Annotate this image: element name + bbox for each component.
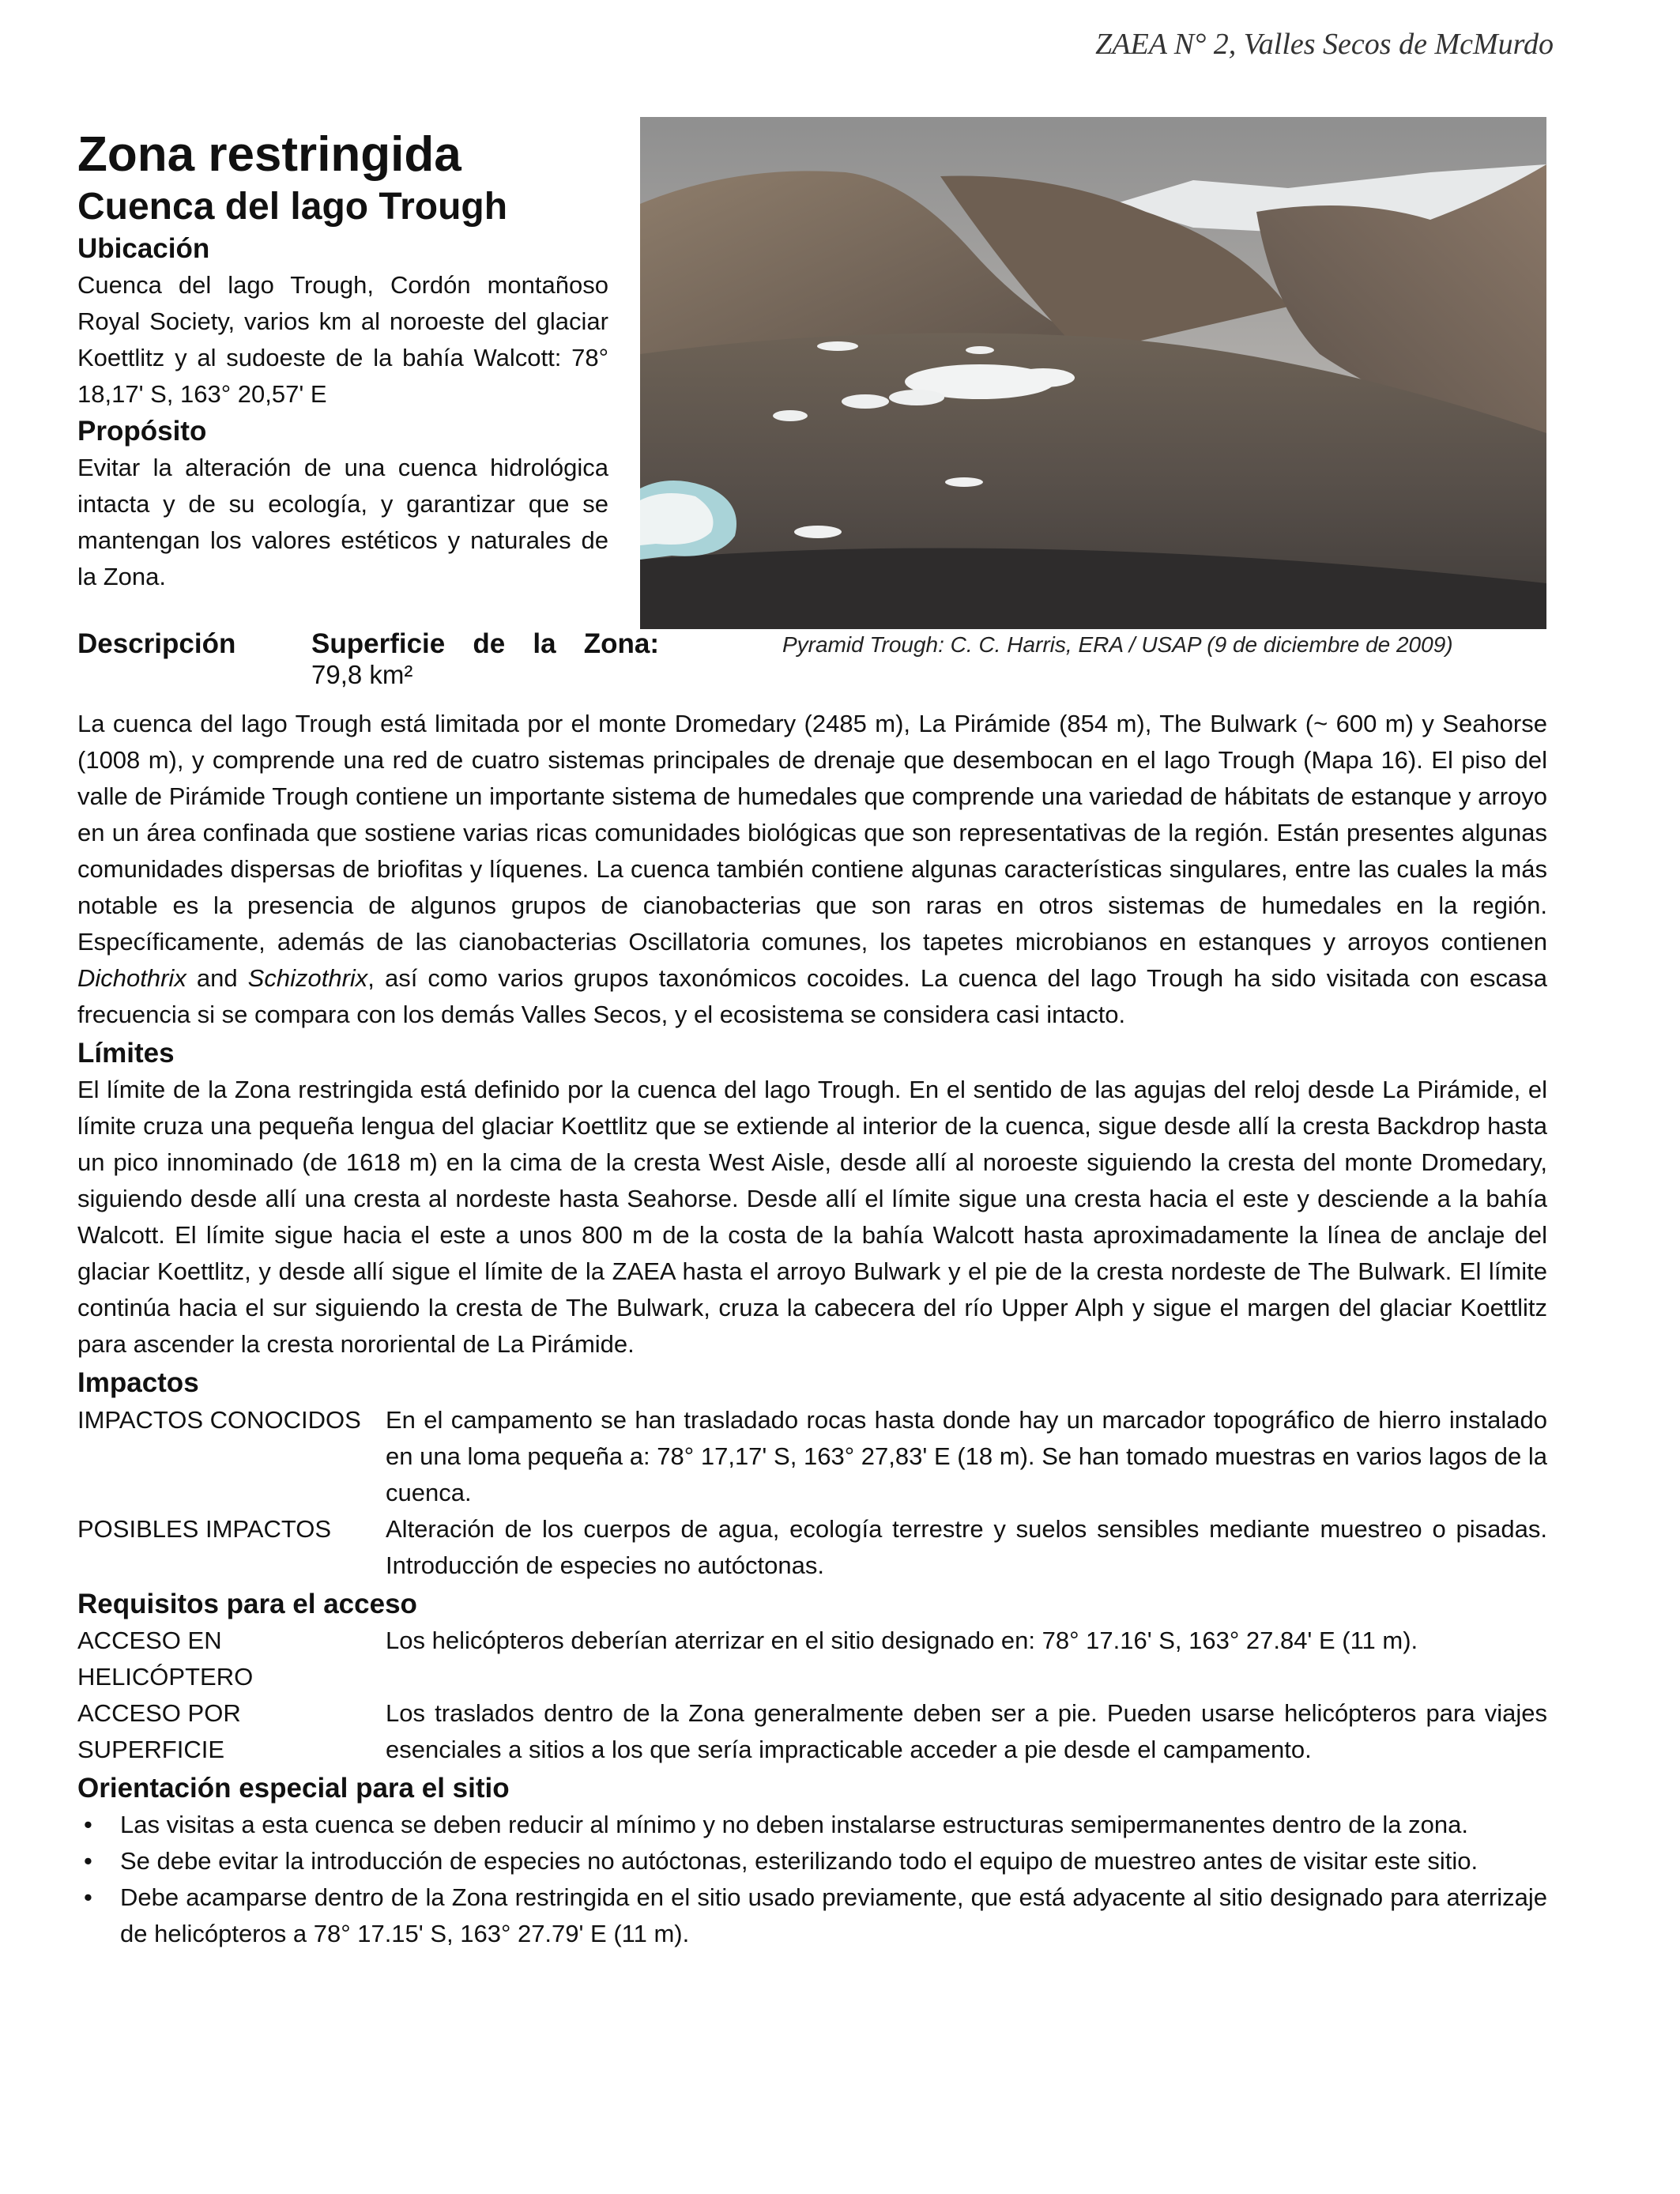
main-body xyxy=(77,706,1547,1952)
impact-term: IMPACTOS CONOCIDOS xyxy=(77,1405,361,1434)
description-text xyxy=(77,706,1547,1033)
taxon-name: Schizothrix xyxy=(247,964,368,992)
guidance-list xyxy=(77,1807,1547,1952)
purpose-heading: Propósito xyxy=(77,416,207,447)
guidance-item xyxy=(77,1807,1547,1843)
access-desc: Los helicópteros deberían aterrizar en el sitio designado en: 78° 17.16' S, 163° 27.84' E (11 m). xyxy=(386,1626,1418,1654)
access-desc: Los traslados dentro de la Zona generalmente deben ser a pie. Pueden usarse helicópteros para viajes esenciales a sitios a los que sería impracticable acceder a pie desde el campamento. xyxy=(386,1698,1547,1763)
limits-text: El límite de la Zona restringida está definido por la cuenca del lago Trough. En el sentido de las agujas del reloj desde La Pirámide, el límite cruza una pequeña lengua del glaciar Koettlitz que se extiende al interior de la cuenca, sigue desde allí la cresta Backdrop hasta un pico innominado (de 1618 m) en la cima de la cresta West Aisle, desde allí al noroeste siguiendo la cresta del monte Dromedary, siguiendo desde allí una cresta al nordeste hasta Seahorse. Desde allí el límite sigue una cresta hacia el este y desciende a la bahía Walcott. El límite sigue hacia el este a unos 800 m de la costa de la bahía Walcott hasta aproximadamente la línea de anclaje del glaciar Koettlitz, y desde allí sigue el límite de la ZAEA hasta el arroyo Bulwark y el pie de la cresta nordeste de The Bulwark. El límite continúa hacia el sur siguiendo la cresta de The Bulwark, cruza la cabecera del río Upper Alph y sigue el margen del glaciar Koettlitz para ascender la cresta nororiental de La Pirámide. xyxy=(77,1076,1547,1359)
left-column xyxy=(77,126,608,595)
area-value: 79,8 km² xyxy=(311,660,413,689)
impact-term: POSIBLES IMPACTOS xyxy=(77,1514,332,1543)
impact-desc: En el campamento se han trasladado rocas hasta donde hay un marcador topográfico de hierro instalado en una loma pequeña a: 78° 17,17' S, 163° 27,83' E (18 m). Se han tomado muestras en varios lagos de la cuenca. xyxy=(386,1405,1547,1506)
impact-row xyxy=(77,1402,1547,1511)
location-text: Cuenca del lago Trough, Cordón montañoso Royal Society, varios km al noroeste del glaciar Koettlitz y al sudoeste de la bahía Walcott: 78° 18,17' S, 163° 20,57' E xyxy=(77,271,608,409)
description-text-part: La cuenca del lago Trough está limitada por el monte Dromedary (2485 m), La Pirámide (854 m), The Bulwark (~ 600 m) y Seahorse (1008 m), y comprende una red de cuatro sistemas principales de drenaje que desembocan en el lago Trough (Mapa 16). El piso del valle de Pirámide Trough contiene un importante sistema de humedales que comprende una variedad de hábitats de estanque y arroyo en un área confinada que sostiene varias ricas comunidades biológicas que son representativas de la región. Están presentes algunas comunidades dispersas de briofitas y líquenes. La cuenca también contiene algunas características singulares, entre las cuales la más notable es la presencia de algunos grupos de cianobacterias que son raras en otros sistemas de humedales en la región. Específicamente, además de las cianobacterias Oscillatoria comunes, los tapetes microbianos en estanques y arroyos contienen xyxy=(77,710,1547,956)
description-heading: Descripción xyxy=(77,628,236,659)
guidance-heading: Orientación especial para el sitio xyxy=(77,1772,510,1804)
bullet-icon: • xyxy=(84,1847,92,1875)
location-heading: Ubicación xyxy=(77,232,210,264)
description-text-part: , así como varios grupos taxonómicos cocoides. La cuenca del lago Trough ha sido visitada con escasa frecuencia si se compara con los demás Valles Secos, y el ecosistema se considera casi intacto. xyxy=(77,964,1548,1028)
guidance-text: Debe acamparse dentro de la Zona restringida en el sitio usado previamente, que está adyacente al sitio designado para aterrizaje de helicópteros a 78° 17.15' S, 163° 27.79' E (11 m). xyxy=(120,1883,1547,1947)
impact-desc: Alteración de los cuerpos de agua, ecología terrestre y suelos sensibles mediante muestreo o pisadas. Introducción de especies no autóctonas. xyxy=(386,1514,1547,1579)
guidance-item xyxy=(77,1843,1547,1879)
running-header: ZAEA N° 2, Valles Secos de McMurdo xyxy=(1095,28,1554,61)
page-subtitle: Cuenca del lago Trough xyxy=(77,186,508,228)
access-list xyxy=(77,1623,1547,1768)
guidance-item xyxy=(77,1879,1547,1952)
access-term: ACCESO POR SUPERFICIE xyxy=(77,1698,241,1763)
purpose-text: Evitar la alteración de una cuenca hidrológica intacta y de su ecología, y garantizar que se mantengan los valores estéticos y naturales de la Zona. xyxy=(77,454,608,591)
impacts-heading: Impactos xyxy=(77,1367,199,1399)
bullet-icon: • xyxy=(84,1883,92,1911)
area-block xyxy=(311,628,659,690)
access-term: ACCESO EN HELICÓPTERO xyxy=(77,1626,254,1691)
taxon-name: Dichothrix xyxy=(77,964,186,992)
valley-photo xyxy=(640,117,1546,629)
description-text-part: and xyxy=(186,964,248,992)
valley-landscape-image xyxy=(640,117,1546,629)
bullet-icon: • xyxy=(84,1811,92,1838)
impacts-list xyxy=(77,1402,1547,1584)
access-row xyxy=(77,1623,1547,1695)
impact-row xyxy=(77,1511,1547,1584)
description-header-row xyxy=(77,628,1547,689)
guidance-text: Se debe evitar la introducción de especies no autóctonas, esterilizando todo el equipo de muestreo antes de visitar este sitio. xyxy=(120,1847,1478,1875)
access-row xyxy=(77,1695,1547,1768)
area-label: Superficie de la Zona: xyxy=(311,628,659,659)
limits-heading: Límites xyxy=(77,1038,175,1069)
page-title: Zona restringida xyxy=(77,127,461,182)
photo-caption: Pyramid Trough: C. C. Harris, ERA / USAP (9 de diciembre de 2009) xyxy=(782,632,1453,657)
guidance-text: Las visitas a esta cuenca se deben reducir al mínimo y no deben instalarse estructuras semipermanentes dentro de la zona. xyxy=(120,1811,1468,1838)
access-heading: Requisitos para el acceso xyxy=(77,1588,417,1619)
